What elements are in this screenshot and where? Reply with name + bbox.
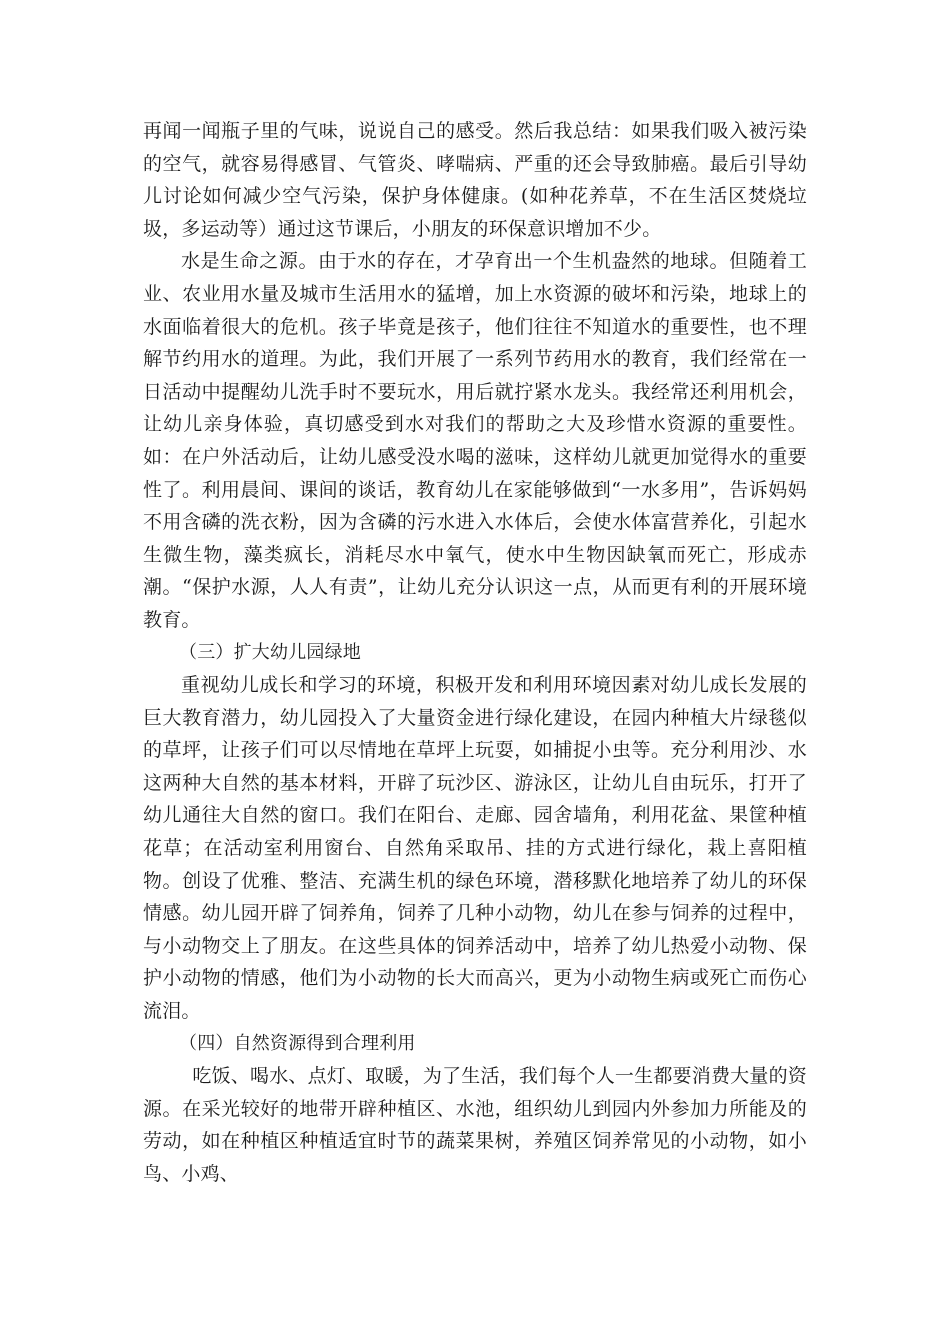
document-page xyxy=(143,115,807,1191)
paragraph-water-conservation: 水是生命之源。由于水的存在，才孕育出一个生机盎然的地球。但随着工业、农业用水量及城市生活用水的猛增，加上水资源的破坏和污染，地球上的水面临着很大的危机。孩子毕竟是孩子，他们往往不知道水的重要性，也不理解节约用水的道理。为此，我们开展了一系列节药用水的教育，我们经常在一日活动中提醒幼儿洗手时不要玩水，用后就拧紧水龙头。我经常还利用机会，让幼儿亲身体验，真切感受到水对我们的帮助之大及珍惜水资源的重要性。如：在户外活动后，让幼儿感受没水喝的滋味，这样幼儿就更加觉得水的重要性了。利用晨间、课间的谈话，教育幼儿在家能够做到“一水多用”，告诉妈妈不用含磷的洗衣粉，因为含磷的污水进入水体后，会使水体富营养化，引起水生微生物，藻类疯长，消耗尽水中氧气，使水中生物因缺氧而死亡，形成赤潮。“保护水源，人人有责”，让幼儿充分认识这一点，从而更有利的开展环境教育。 xyxy=(143,250,807,631)
paragraph-natural-resources: 吃饭、喝水、点灯、取暖，为了生活，我们每个人一生都要消费大量的资源。在采光较好的地带开辟种植区、水池，组织幼儿到园内外参加力所能及的劳动，如在种植区种植适宜时节的蔬菜果树，养殖区饲养常见的小动物，如小鸟、小鸡、 xyxy=(143,1065,807,1185)
section-heading-natural-resources: （四）自然资源得到合理利用 xyxy=(179,1032,416,1054)
paragraph-air-pollution: 再闻一闻瓶子里的气味，说说自己的感受。然后我总结：如果我们吸入被污染的空气，就容易得感冒、气管炎、哮喘病、严重的还会导致肺癌。最后引导幼儿讨论如何减少空气污染，保护身体健康。(如种花养草，不在生活区焚烧垃圾，多运动等）通过这节课后，小朋友的环保意识增加不少。 xyxy=(143,120,807,240)
section-heading-green-space: （三）扩大幼儿园绿地 xyxy=(179,641,361,663)
paragraph-green-space: 重视幼儿成长和学习的环境，积极开发和利用环境因素对幼儿成长发展的巨大教育潜力，幼儿园投入了大量资金进行绿化建设，在园内种植大片绿毯似的草坪，让孩子们可以尽情地在草坪上玩耍，如捕捉小虫等。充分利用沙、水这两种大自然的基本材料，开辟了玩沙区、游泳区，让幼儿自由玩乐，打开了幼儿通往大自然的窗口。我们在阳台、走廊、园舍墙角，利用花盆、果筐种植花草；在活动室利用窗台、自然角采取吊、挂的方式进行绿化，栽上喜阳植物。创设了优雅、整洁、充满生机的绿色环境，潜移默化地培养了幼儿的环保情感。幼儿园开辟了饲养角，饲养了几种小动物，幼儿在参与饲养的过程中，与小动物交上了朋友。在这些具体的饲养活动中，培养了幼儿热爱小动物、保护小动物的情感，他们为小动物的长大而高兴，更为小动物生病或死亡而伤心流泪。 xyxy=(143,674,807,1023)
